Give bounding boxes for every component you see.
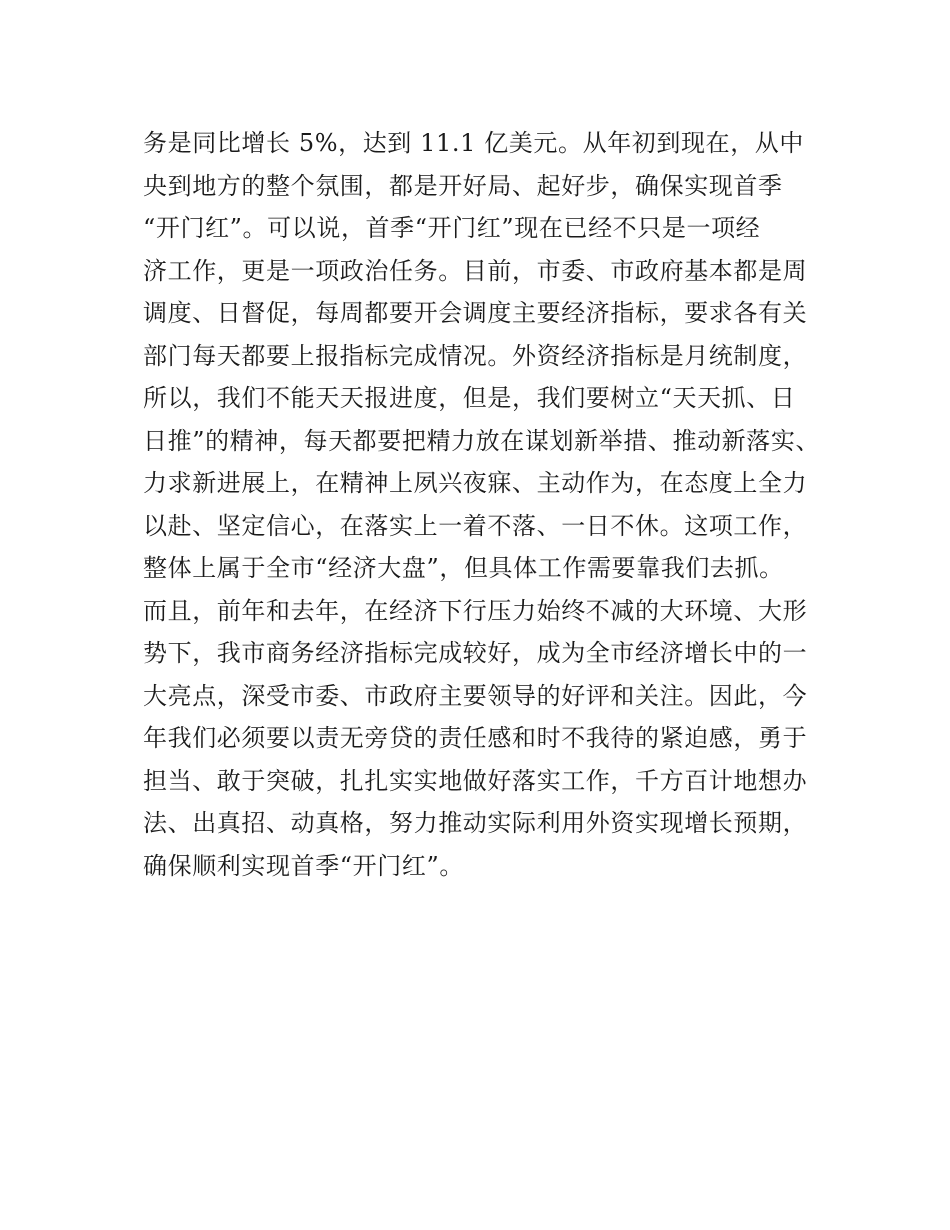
- text-line: 法、出真招、动真格，努力推动实际利用外资实现增长预期，: [143, 809, 808, 837]
- text-line: 年我们必须要以责无旁贷的责任感和时不我待的紧迫感，勇于: [143, 724, 808, 752]
- text-line: 确保顺利实现首季“开门红”。: [143, 851, 464, 880]
- text-line: 力求新进展上，在精神上夙兴夜寐、主动作为，在态度上全力: [143, 469, 808, 497]
- text-line: 所以，我们不能天天报进度，但是，我们要树立“天天抓、日: [143, 384, 796, 412]
- text-line: 济工作，更是一项政治任务。目前，市委、市政府基本都是周: [143, 256, 808, 285]
- text-line: 势下，我市商务经济指标完成较好，成为全市经济增长中的一: [143, 639, 808, 667]
- text-line: 而且，前年和去年，在经济下行压力始终不减的大环境、大形: [143, 596, 808, 625]
- text-line: 整体上属于全市“经济大盘”，但具体工作需要靠我们去抓。: [143, 554, 784, 582]
- body-paragraph: [143, 122, 843, 887]
- text-line: 部门每天都要上报指标完成情况。外资经济指标是月统制度，: [143, 341, 808, 370]
- text-line: 调度、日督促，每周都要开会调度主要经济指标，要求各有关: [143, 299, 808, 327]
- text-line: 务是同比增长 5%，达到 11.1 亿美元。从年初到现在，从中: [143, 129, 804, 157]
- text-line: “开门红”。可以说，首季“开门红”现在已经不只是一项经: [143, 214, 761, 242]
- text-line: 大亮点，深受市委、市政府主要领导的好评和关注。因此，今: [143, 681, 808, 710]
- text-line: 央到地方的整个氛围，都是开好局、起好步，确保实现首季: [143, 171, 783, 200]
- text-line: 担当、敢于突破，扎扎实实地做好落实工作，千方百计地想办: [143, 766, 808, 795]
- text-line: 日推”的精神，每天都要把精力放在谋划新举措、推动新落实、: [143, 426, 821, 455]
- text-line: 以赴、坚定信心，在落实上一着不落、一日不休。这项工作，: [143, 511, 808, 540]
